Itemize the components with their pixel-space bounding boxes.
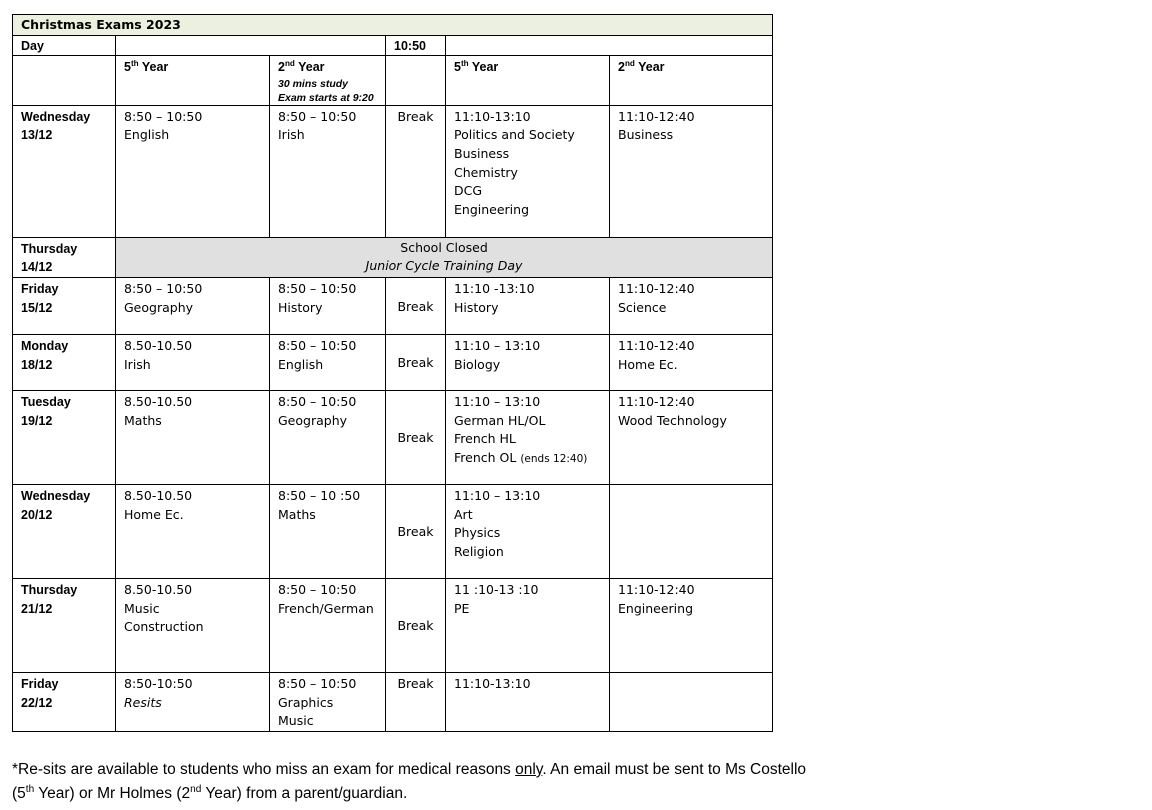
study-note: 30 mins study: [278, 77, 349, 90]
break-cell: Break: [386, 578, 446, 672]
y5-morning-cell: 8:50 – 10:50 English: [116, 105, 270, 237]
y2-morning-cell: 8:50 – 10:50 Irish: [270, 105, 386, 237]
y2-morning-cell: 8:50 – 10:50 Graphics Music: [270, 672, 386, 731]
day-cell: Tuesday 19/12: [13, 390, 116, 484]
day-cell: Wednesday 20/12: [13, 484, 116, 578]
table-row: [13, 334, 773, 390]
table-row: [13, 672, 773, 731]
exam-timetable: [12, 14, 773, 732]
break-cell: Break: [386, 334, 446, 390]
y5-morning-cell: 8.50-10.50 Maths: [116, 390, 270, 484]
y5-afternoon-cell: 11:10-13:10: [446, 672, 610, 731]
break-cell: Break: [386, 277, 446, 334]
y5-afternoon-cell: 11:10 – 13:10 German HL/OL French HL French OL (ends 12:40): [446, 390, 610, 484]
y2-afternoon-cell: [610, 484, 773, 578]
table-row: [13, 578, 773, 672]
y2-morning-cell: 8:50 – 10:50 English: [270, 334, 386, 390]
y5-afternoon-cell: 11 :10-13 :10 PE: [446, 578, 610, 672]
school-closed-cell: School Closed Junior Cycle Training Day: [116, 237, 773, 277]
break-cell: Break: [386, 105, 446, 237]
header-blank: [116, 35, 386, 56]
y5-afternoon-cell: 11:10 – 13:10 Biology: [446, 334, 610, 390]
break-cell: Break: [386, 390, 446, 484]
header-5th-year-morning: 5th Year: [116, 56, 270, 106]
header-empty: [13, 56, 116, 106]
y5-afternoon-cell: 11:10 – 13:10 Art Physics Religion: [446, 484, 610, 578]
day-cell: Monday 18/12: [13, 334, 116, 390]
table-row: [13, 237, 773, 277]
resits-footnote: *Re-sits are available to students who miss an exam for medical reasons only. An email must be sent to Ms Costello (5th Year) or Mr Holmes (2nd Year) from a parent/guardian.: [12, 761, 807, 802]
day-cell: Thursday 21/12: [13, 578, 116, 672]
header-5th-year-afternoon: 5th Year: [446, 56, 610, 106]
y5-afternoon-cell: 11:10-13:10 Politics and Society Business Chemistry DCG Engineering: [446, 105, 610, 237]
header-break-empty: [386, 56, 446, 106]
y5-morning-cell: 8.50-10.50 Home Ec.: [116, 484, 270, 578]
start-note: Exam starts at 9:20: [278, 91, 374, 104]
table-row: [13, 105, 773, 237]
day-cell: Friday 22/12: [13, 672, 116, 731]
break-cell: Break: [386, 484, 446, 578]
header-2nd-year-afternoon: 2nd Year: [610, 56, 773, 106]
y5-morning-cell: 8:50 – 10:50 Geography: [116, 277, 270, 334]
y5-morning-cell: 8.50-10.50 Music Construction: [116, 578, 270, 672]
y5-morning-cell: 8.50-10.50 Irish: [116, 334, 270, 390]
day-column-header: Day: [13, 35, 116, 56]
day-cell: Wednesday 13/12: [13, 105, 116, 237]
table-row: [13, 390, 773, 484]
y2-afternoon-cell: [610, 672, 773, 731]
y2-morning-cell: 8:50 – 10 :50 Maths: [270, 484, 386, 578]
y2-afternoon-cell: 11:10-12:40 Science: [610, 277, 773, 334]
day-cell: Thursday 14/12: [13, 237, 116, 277]
day-cell: Friday 15/12: [13, 277, 116, 334]
time-header: 10:50: [386, 35, 446, 56]
header-blank-2: [446, 35, 773, 56]
header-2nd-year-morning: 2nd Year 30 mins study Exam starts at 9:20: [270, 56, 386, 106]
y5-afternoon-cell: 11:10 -13:10 History: [446, 277, 610, 334]
y2-morning-cell: 8:50 – 10:50 French/German: [270, 578, 386, 672]
y2-afternoon-cell: 11:10-12:40 Home Ec.: [610, 334, 773, 390]
y2-afternoon-cell: 11:10-12:40 Wood Technology: [610, 390, 773, 484]
y2-afternoon-cell: 11:10-12:40 Engineering: [610, 578, 773, 672]
table-row: [13, 277, 773, 334]
break-cell: Break: [386, 672, 446, 731]
y2-afternoon-cell: 11:10-12:40 Business: [610, 105, 773, 237]
y5-morning-cell: 8:50-10:50 Resits: [116, 672, 270, 731]
underlined-only: only: [515, 761, 543, 778]
table-row: [13, 484, 773, 578]
timetable-title: Christmas Exams 2023: [13, 15, 773, 36]
y2-morning-cell: 8:50 – 10:50 History: [270, 277, 386, 334]
y2-morning-cell: 8:50 – 10:50 Geography: [270, 390, 386, 484]
